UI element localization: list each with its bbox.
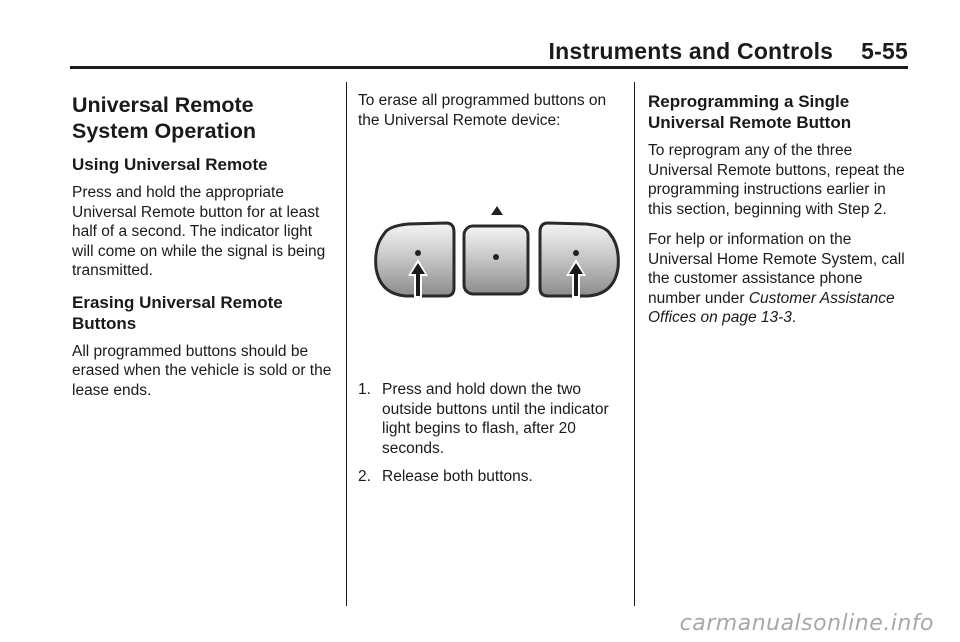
step-number: 1. (358, 381, 371, 398)
column-divider-2 (634, 82, 635, 606)
right-button-dot-icon (573, 250, 579, 256)
subheading-erasing: Erasing Universal Remote Buttons (72, 292, 283, 333)
indicator-light-icon (491, 206, 503, 215)
customer-assistance-link[interactable]: Customer Assistance Offices on page 13-3 (648, 289, 895, 326)
subheading-reprogramming: Reprogramming a Single Universal Remote Button (648, 92, 852, 132)
remote-buttons-svg (366, 206, 628, 306)
paragraph-using: Press and hold the appropriate Universal Remote button for at least half of a second. The indicator light will come on while the signal is being transmitted. (72, 184, 326, 279)
step-text: Press and hold down the two outside buttons until the indicator light begins to flash, after 20 seconds. (382, 381, 609, 457)
watermark: carmanualsonline.info (679, 611, 934, 636)
help-text: For help or information on the Universal Home Remote System, call the customer assistance phone number under (648, 231, 905, 307)
header-rule (70, 66, 908, 69)
section-heading: Universal Remote System Operation (72, 93, 256, 143)
page-header (549, 38, 909, 65)
paragraph-erasing: All programmed buttons should be erased when the vehicle is sold or the lease ends. (72, 342, 332, 399)
subheading-using: Using Universal Remote (72, 155, 268, 174)
paragraph-help (648, 230, 913, 328)
column-1 (72, 82, 334, 411)
step-text: Release both buttons. (382, 468, 533, 485)
erase-steps-list (358, 380, 628, 487)
erase-intro: To erase all programmed buttons on the Universal Remote device: (358, 92, 607, 129)
list-item (358, 380, 628, 458)
paragraph-reprogram: To reprogram any of the three Universal Remote buttons, repeat the programming instructions earlier in this section, beginning with Step 2. (648, 142, 905, 218)
column-3 (648, 82, 913, 339)
center-button-dot-icon (493, 254, 499, 260)
remote-buttons-illustration (366, 206, 628, 306)
help-text-end: . (791, 309, 797, 326)
column-divider-1 (346, 82, 347, 606)
section-title: Instruments and Controls (548, 38, 834, 64)
page-number: 5-55 (861, 38, 908, 64)
left-button-dot-icon (415, 250, 421, 256)
column-2 (358, 82, 628, 496)
step-number: 2. (358, 468, 371, 485)
list-item (358, 467, 628, 487)
